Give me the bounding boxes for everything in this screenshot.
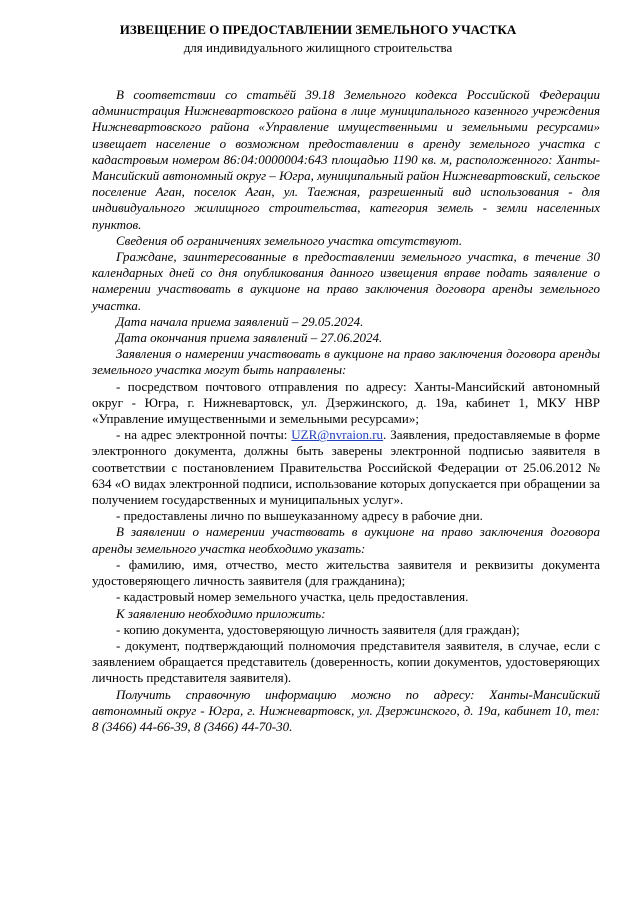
paragraph-cadastral: - кадастровый номер земельного участка, цель предоставления. bbox=[116, 589, 469, 605]
paragraph-representative: - документ, подтверждающий полномочия представителя заявителя, в случае, если с заявлением обращается представитель (доверенность, копии документов, удостоверяющих личность представителя заявителя). bbox=[92, 637, 600, 686]
document-title: ИЗВЕЩЕНИЕ О ПРЕДОСТАВЛЕНИИ ЗЕМЕЛЬНОГО УЧАСТКА bbox=[119, 22, 517, 37]
paragraph-contact-info: Получить справочную информацию можно по адресу: Ханты-Мансийский автономный округ - Югра, г. Нижневартовск, ул. Дзержинского, д. 19а, кабинет 10, тел: 8 (3466) 44-66-39, 8 (3466) 44-70-30. bbox=[92, 686, 600, 734]
paragraph-postal: - посредством почтового отправления по адресу: Ханты-Мансийский автономный округ - Югра, г. Нижневартовск, ул. Дзержинского, д. 19а, кабинет 1, МКУ НВР «Управление имущественными и земельными ресурсами»; bbox=[92, 378, 600, 427]
email-suffix: . Заявления, предоставляемые в форме электронного документа, должны быть заверены электронной подписью заявителя в соответствии с постановлением Правительства Российской Федерации от 25.06.2012 № 634 «О видах электронной подписи, использование которых допускается при обращении за получением государственных и муниципальных услуг». bbox=[92, 427, 600, 508]
document-subtitle: для индивидуального жилищного строительства bbox=[183, 40, 453, 55]
document-body bbox=[92, 87, 600, 735]
paragraph-in-person: - предоставлены лично по вышеуказанному адресу в рабочие дни. bbox=[116, 508, 483, 524]
paragraph-email bbox=[92, 427, 600, 508]
paragraph-submission-methods: Заявления о намерении участвовать в аукционе на право заключения договора аренды земельного участка могут быть направлены: bbox=[92, 346, 600, 378]
paragraph-attachments: К заявлению необходимо приложить: bbox=[116, 605, 326, 621]
paragraph-legal-basis: В соответствии со статьёй 39.18 Земельного кодекса Российской Федерации администрация Нижневартовского района в лице муниципального казенного учреждения Нижневартовского района «Управление имущественными и земельными ресурсами» извещает население о возможном предоставлении в аренду земельного участка с кадастровым номером 86:04:0000004:643 площадью 1190 кв. м, расположенного: Ханты-Мансийский автономный округ – Югра, муниципальный район Нижневартовский, сельское поселение Аган, поселок Аган, ул. Таежная, разрешенный вид использования - для индивидуального жилищного строительства, категория земель - земли населенных пунктов. bbox=[92, 87, 600, 232]
paragraph-restrictions: Сведения об ограничениях земельного участка отсутствуют. bbox=[116, 232, 463, 248]
paragraph-start-date: Дата начала приема заявлений – 29.05.2024. bbox=[116, 313, 364, 329]
email-link[interactable]: UZR@nvraion.ru bbox=[291, 427, 384, 443]
paragraph-id-copy: - копию документа, удостоверяющую личность заявителя (для граждан); bbox=[116, 621, 520, 637]
paragraph-applicant-details: - фамилию, имя, отчество, место жительства заявителя и реквизиты документа удостоверяющего личность заявителя (для гражданина); bbox=[92, 556, 600, 589]
paragraph-required-info: В заявлении о намерении участвовать в аукционе на право заключения договора аренды земельного участка необходимо указать: bbox=[92, 524, 600, 556]
email-prefix: - на адрес электронной почты: bbox=[116, 427, 292, 443]
paragraph-end-date: Дата окончания приема заявлений – 27.06.2024. bbox=[116, 330, 383, 346]
paragraph-applicants: Граждане, заинтересованные в предоставлении земельного участка, в течение 30 календарных дней со дня опубликования данного извещения вправе подать заявление о намерении участвовать в аукционе на право заключения договора аренды земельного участка. bbox=[92, 249, 600, 313]
